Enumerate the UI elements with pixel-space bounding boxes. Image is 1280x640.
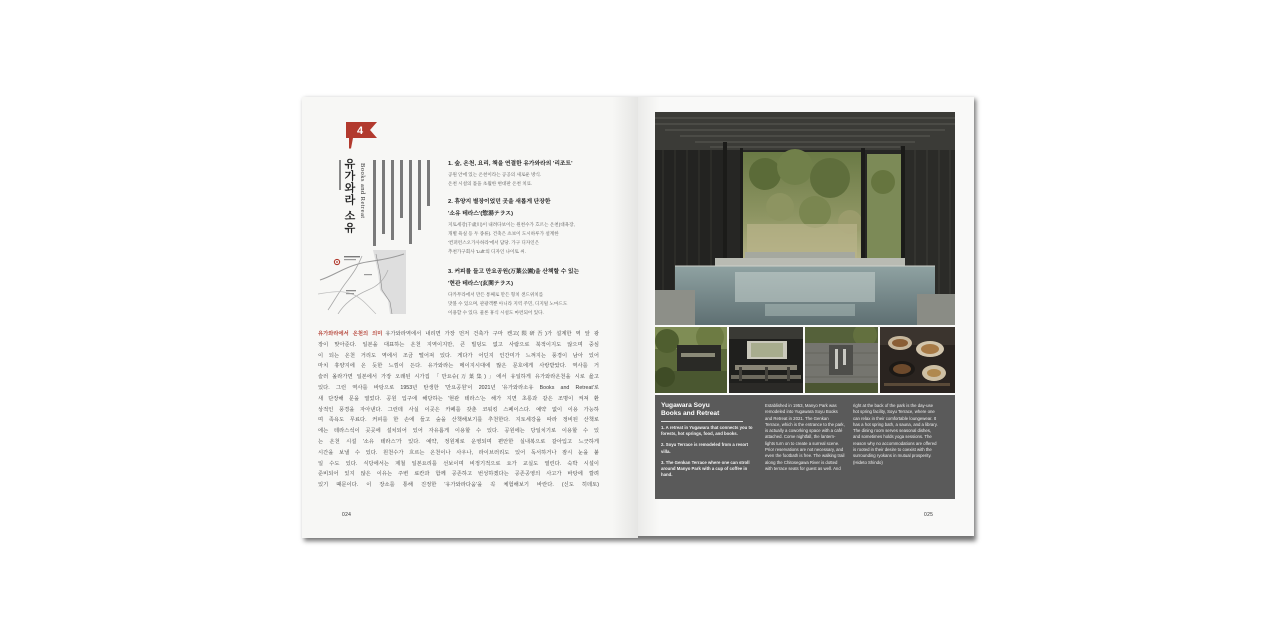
info-column-line: [418, 160, 421, 230]
summary-text-column-2: right at the back of the park is the day-use hot spring facility, Soyu Terrace, where one can relax in their comfortable loungewear. It has a hot spring bath, a sauna, and a library. The dining room serves seasonal dishes, and sometimes holds yoga sessions. The reason why no accommodations are offered is rooted in their desire to coexist with the surrounding ryokans in mutual prosperity. (Hideto Shindo): [853, 403, 938, 465]
highlight-heading: '현관 테라스'(玄関テラス): [448, 281, 514, 287]
highlight-line: '컨퍼런스오가사하라'에서 담당. 가구 디자인은: [448, 240, 540, 245]
info-column-line: [409, 160, 412, 244]
body-line: 있기 때문이다. 이 장소를 통해 진정한 '유가와라다움'을 꼭 체험해보기 바란다. (신도 히데토): [318, 482, 599, 489]
summary-points: [661, 425, 753, 483]
info-column-line: [391, 160, 394, 240]
chapter-number: 4: [357, 125, 364, 137]
summary-divider: [661, 421, 743, 422]
summary-title-line: Yugawara Soyu: [661, 402, 710, 409]
chapter-flag-icon: [346, 122, 378, 149]
highlight-line: 다카무라에서 만든 통째로 만든 형치 샌드위치를: [448, 292, 544, 297]
highlight-heading: 3. 커피를 들고 만요공원(万葉公園)을 산책할 수 있는: [448, 269, 580, 275]
body-line-text: 유가와라역에서 내리면 가장 먼저 건축가 구마 켄고(隈研吾)가 설계한 역 앞 광: [385, 331, 599, 337]
info-column-line: [400, 160, 403, 218]
highlight-line: 추천가구회사 'Luft'의 디자인 나이토 씨.: [448, 249, 526, 254]
garden-building-photo: [655, 327, 727, 393]
highlight-heading: 1. 숲, 온천, 요리, 책을 연결한 유가와라의 '리조트': [448, 161, 573, 167]
highlight-item-3: [448, 266, 598, 317]
body-line: [318, 329, 599, 340]
title-ruby: [339, 160, 341, 190]
body-line: 에는 테라스석이 곳곳에 설치되어 있어 자유롭게 이용할 수 있다. 공원에는 당일치기로 이용할 수 있: [318, 428, 599, 435]
place-subtitle: Books and Retreat: [359, 163, 366, 219]
body-line: 상적인 풍경을 자아낸다. 그런데 사실 이곳은 카페를 갖춘 코워킹 스페이스다. 예약 없이 이용 가능하: [318, 406, 599, 413]
body-line: 슬러 올라가면 일본에서 가장 오래된 시가집 「만요슈(万葉集)」에서 유일하게 유가와라온천을 시로 읊고: [318, 374, 599, 381]
highlight-item-2: [448, 196, 598, 256]
info-column-line: [427, 160, 430, 206]
body-line: 는 온천 시설 '소유 테라스'가 있다. 예약, 정원제로 운영되며 편안한 실내복으로 갈아입고 느긋하게: [318, 438, 599, 445]
info-column-line: [382, 160, 385, 234]
body-line: 준비되어 있지 않은 이유는 주변 료칸과 함께 공존하고 번성하겠다는 공존공영의 사고가 바탕에 깔려: [318, 471, 599, 478]
summary-box: [655, 395, 955, 499]
highlight-line: 개별 욕실 등 두 종류). 건축은 츠보이 도시하루가 설계한: [448, 231, 559, 236]
page-number-left: 024: [342, 512, 352, 518]
highlight-line: 온천 시설의 틀을 초월한 현대판 온천 치료.: [448, 181, 533, 186]
info-column-line: [373, 160, 376, 246]
highlight-line: 이용할 수 있다. 물론 휴식 시설도 마련되어 있다.: [448, 310, 544, 315]
bath-interior-photo: [655, 112, 955, 325]
article-lead: 유가와라에서 온천의 의미: [318, 331, 383, 337]
highlight-line: 맛볼 수 있으며, 관광객뿐 아니라 지역 주민, 디지털 노마드도: [448, 301, 568, 306]
body-line: 이 되는 온천 거리도 역에서 조금 떨어져 있다. 게다가 어딘지 인간미가 느껴지는 풍경이 남아 있어: [318, 352, 599, 359]
body-line: 새 단장해 문을 열었다. 공원 입구에 해당하는 '현관 테라스'는 해가 지면 초롱과 같은 조명이 켜져 환: [318, 395, 599, 402]
body-line: 시간을 보낼 수 있다. 원천수가 흐르는 온천이나 사우나, 라이브러리도 있어 독서하거나 잠시 눈을 붙: [318, 449, 599, 456]
place-title: 유가와라 소유: [343, 158, 355, 234]
body-line: 며 족욕도 무료다. 커피를 한 손에 들고 숲을 산책해보기를 추천한다. 지토세강을 따라 정비된 산책로: [318, 417, 599, 424]
summary-point: 3. The Genkan Terrace where one can stroll around Manyo Park with a cup of coffee in hand.: [661, 459, 750, 478]
highlight-line: 공원 안에 있는 온천이라는 공공의 새로운 방식.: [448, 172, 542, 177]
summary-text-column-1: Established in 1953, Manyo Park was remodeled into Yugawara Soyu Books and Retreat in 2021. The Genkan Terrace, which is the entrance to the park, is actually a coworking space with a café attached. Come nightfall, the lantern-lights turn on to create a surreal scene. Prior reservations are not necessary, and even the footbath is free. The walking trail along the Chitosegawa River is dotted with terrace seats for guest as well. And: [765, 403, 845, 471]
spine-shade-left: [612, 97, 638, 538]
body-line: 있다. 그런 역사를 바탕으로 1953년 탄생한 '만요공원'이 2021년 '유가와라소유 Books and Retreat'로: [318, 384, 599, 391]
body-line: 일 수도 있다. 식당에서는 제철 일본요리를 선보이며 비정기적으로 요가 교실도 열린다. 숙박 시설이: [318, 460, 599, 467]
page-number-right: 025: [924, 512, 934, 518]
summary-title-line: Books and Retreat: [661, 410, 720, 417]
location-map: [318, 250, 406, 314]
summary-point: 1. A retreat in Yugawara that connects you to forests, hot springs, food, and books.: [661, 425, 753, 437]
article-body: [318, 329, 599, 491]
summary-point: 2. Soyu Terrace is remodeled from a resort villa.: [661, 442, 749, 454]
meal-photo: [880, 327, 955, 393]
highlight-heading: '소유 테라스'(惣湯テラス): [448, 211, 514, 217]
body-line: 마치 휴양지에 온 듯한 느낌이 든다. 유가와라는 메이지시대에 많은 문호에게 사랑받았다. 역사를 거: [318, 363, 599, 370]
summary-title: [661, 402, 751, 418]
body-line: 장이 맞아준다. 일본을 대표하는 온천 지역이지만, 큰 빌딩도 없고 사람으로 북적이지도 않으며 중심: [318, 341, 599, 348]
highlight-line: 지토세강(千歳川)이 내려다보이는 원천수가 흐르는 온천(대욕장,: [448, 222, 575, 227]
cafe-interior-photo: [729, 327, 803, 393]
highlight-item-1: [448, 158, 598, 188]
highlight-heading: 2. 휴양지 별장이었던 곳을 새롭게 단장한: [448, 199, 551, 205]
entrance-sign-photo: [805, 327, 878, 393]
